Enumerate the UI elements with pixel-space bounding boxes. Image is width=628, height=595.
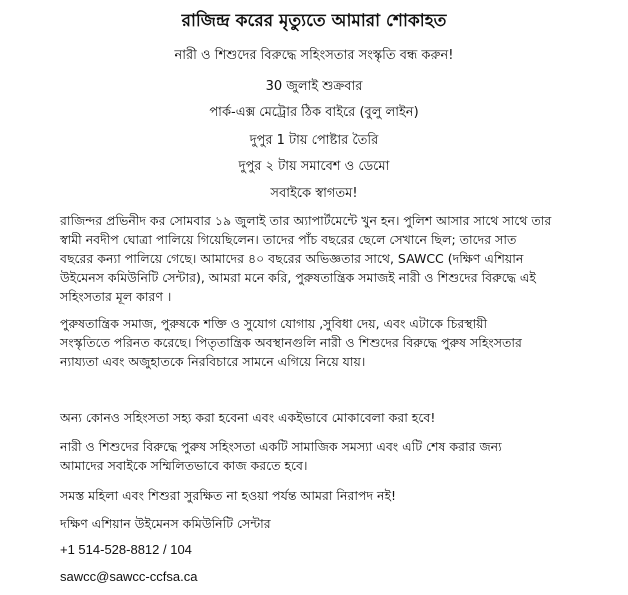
event-welcome: সবাইকে স্বাগতম!	[270, 186, 358, 201]
event-date: 30 জুলাই শুক্রবার	[265, 79, 363, 94]
event-slogan: নারী ও শিশুদের বিরুদ্ধে সহিংসতার সংস্কৃতি বন্ধ করুন!	[174, 48, 454, 63]
paragraph-line: অন্য কোনও সহিংসতা সহ্য করা হবেনা এবং একইভাবে মোকাবেলা করা হবে!	[60, 410, 436, 425]
paragraph-incident	[60, 211, 620, 306]
paragraph-line: পুরুষতান্ত্রিক সমাজ, পুরুষকে শক্তি ও সুযোগ যোগায় ,সুবিধা দেয়, এবং এটাকে চিরস্থায়ী	[60, 316, 488, 331]
flyer-title: রাজিন্দ্র করের মৃত্যুতে আমারা শোকাহত	[181, 11, 447, 31]
paragraph-line: ন্যায্যতা এবং অজুহাতকে নিরবিচারে সামনে এগিয়ে নিয়ে যায়।	[60, 354, 366, 369]
contact-phone: +1 514-528-8812 / 104	[60, 542, 192, 557]
paragraph-line: বছরের কন্যা পালিয়ে গেছে। আমাদের ৪০ বছরের অভিজ্ঞতার সাথে, SAWCC (দক্ষিণ এশিয়ান	[60, 251, 524, 266]
paragraph-line: সংস্কৃতিতে পরিনত করেছে। পিতৃতান্ত্রিক অবস্থানগুলি নারী ও শিশুদের বিরুদ্ধে পুরুষ সহিংসতার	[60, 335, 522, 350]
event-rally-time: দুপুর ২ টায় সমাবেশ ও ডেমো	[238, 159, 390, 174]
paragraph-line: নারী ও শিশুদের বিরুদ্ধে পুরুষ সহিংসতা একটি সামাজিক সমস্যা এবং এটি শেষ করার জন্য	[60, 439, 502, 454]
organization-name: দক্ষিণ এশিয়ান উইমেনস কমিউনিটি সেন্টার	[60, 516, 271, 531]
paragraph-social-problem	[60, 437, 620, 475]
paragraph-patriarchy	[60, 314, 620, 371]
paragraph-line: স্বামী নবদীপ ঘোত্রা পালিয়ে গিয়েছিলেন। তাদের পাঁচ বছরের ছেলে সেখানে ছিল; তাদের সাত	[60, 232, 517, 247]
paragraph-line: সমস্ত মহিলা এবং শিশুরা সুরক্ষিত না হওয়া পর্যন্ত আমরা নিরাপদ নই!	[60, 488, 396, 503]
event-venue: পার্ক-এক্স মেট্রোর ঠিক বাইরে (বুলু লাইন)	[209, 105, 419, 120]
paragraph-line: রাজিন্দর প্রভিনীদ কর সোমবার ১৯ জুলাই তার অ্যাপার্টমেন্টে খুন হন। পুলিশ আসার সাথে সাথে তার	[60, 213, 552, 228]
paragraph-line: আমাদের সবাইকে সম্মিলিতভাবে কাজ করতে হবে।	[60, 458, 308, 473]
contact-email: sawcc@sawcc-ccfsa.ca	[60, 569, 198, 584]
paragraph-no-violence	[60, 408, 620, 427]
paragraph-line: উইমেনস কমিউনিটি সেন্টার), আমরা মনে করি, পুরুষতান্ত্রিক সমাজই নারী ও শিশুদের বিরুদ্ধে এই	[60, 270, 536, 285]
event-prep-time: দুপুর 1 টায় পোষ্টার তৈরি	[249, 133, 379, 148]
paragraph-safety	[60, 486, 620, 505]
paragraph-line: সহিংসতার মূল কারণ ।	[60, 289, 172, 304]
